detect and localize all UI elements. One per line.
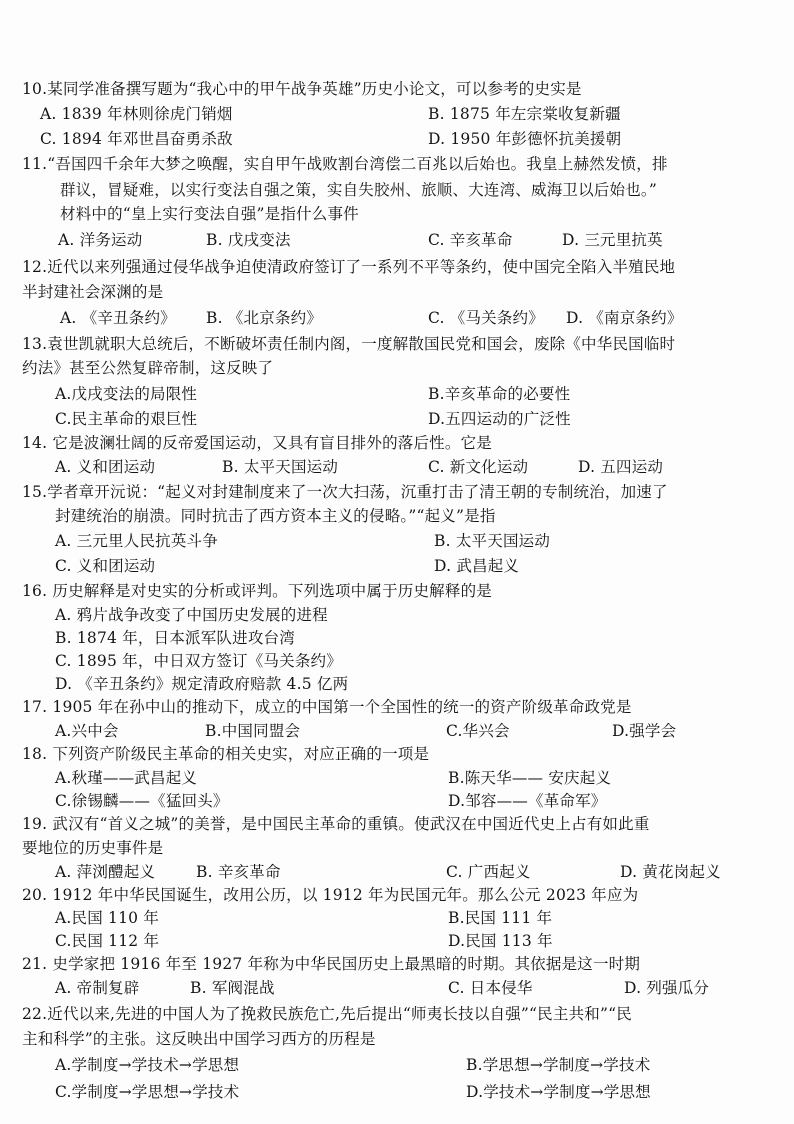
option-c: C.民主革命的艰巨性: [55, 410, 198, 428]
option-b: B.民国 111 年: [448, 909, 553, 927]
option-d: D. 三元里抗英: [562, 231, 663, 249]
option-d: D.强学会: [612, 722, 677, 740]
question-stem-line: 半封建社会深渊的是: [22, 283, 164, 301]
option-c: C.民国 112 年: [55, 932, 160, 950]
option-d: D.五四运动的广泛性: [428, 410, 571, 428]
option-b: B. 1875 年左宗棠收复新疆: [428, 105, 621, 123]
option-a: A. 帝制复辟: [55, 979, 140, 997]
option-b: B. 戊戌变法: [206, 231, 291, 249]
question-stem-line: 12.近代以来列强通过侵华战争迫使清政府签订了一系列不平等条约，使中国完全陷入半殖民地: [22, 258, 676, 276]
option-d: D. 《辛丑条约》规定清政府赔款 4.5 亿两: [55, 675, 349, 693]
option-b: B. 太平天国运动: [222, 458, 339, 476]
option-a: A. 鸦片战争改变了中国历史发展的进程: [55, 606, 328, 624]
option-d: D.邹容——《革命军》: [448, 792, 607, 810]
question-stem-line: 主和科学”的主张。这反映出中国学习西方的历程是: [22, 1030, 376, 1048]
option-c: C. 新文化运动: [428, 458, 529, 476]
option-a: A. 《辛丑条约》: [60, 309, 176, 327]
option-b: B.中国同盟会: [205, 722, 301, 740]
option-b: B. 军阀混战: [190, 979, 275, 997]
option-c: C. 1894 年邓世昌奋勇杀敌: [40, 130, 233, 148]
option-d: D.民国 113 年: [448, 932, 553, 950]
option-a: A.戊戌变法的局限性: [55, 385, 198, 403]
question-stem-line: 21. 史学家把 1916 年至 1927 年称为中华民国历史上最黑暗的时期。其依据是这一时期: [22, 955, 641, 973]
question-stem-line: 封建统治的崩溃。同时抗击了西方资本主义的侵略。”“起义”是指: [55, 507, 496, 525]
option-b: B.辛亥革命的必要性: [428, 385, 571, 403]
option-c: C. 广西起义: [446, 863, 531, 881]
question-stem-line: 11.“吾国四千余年大梦之唤醒，实自甲午战败割台湾偿二百兆以后始也。我皇上赫然发愤，排: [22, 155, 668, 173]
option-c: C. 辛亥革命: [428, 231, 513, 249]
question-stem-line: 材料中的“皇上实行变法自强”是指什么事件: [60, 205, 359, 223]
question-stem-line: 15.学者章开沅说：“起义对封建制度来了一次大扫荡，沉重打击了清王朝的专制统治，加速了: [22, 483, 668, 501]
option-b: B. 辛亥革命: [196, 863, 281, 881]
question-stem-line: 17. 1905 年在孙中山的推动下，成立的中国第一个全国性的统一的资产阶级革命政党是: [22, 698, 632, 716]
option-c: C. 《马关条约》: [428, 309, 544, 327]
option-c: C. 日本侵华: [448, 979, 533, 997]
option-d: D. 五四运动: [578, 458, 664, 476]
option-a: A.兴中会: [55, 722, 119, 740]
option-c: C.学制度→学思想→学技术: [55, 1083, 240, 1101]
option-a: A. 义和团运动: [55, 458, 156, 476]
option-c: C. 义和团运动: [55, 557, 156, 575]
option-a: A.秋瑾——武昌起义: [55, 769, 198, 787]
option-d: D. 黄花岗起义: [620, 863, 721, 881]
option-a: A. 萍浏醴起义: [55, 863, 156, 881]
question-stem-line: 13.袁世凯就职大总统后，不断破坏责任制内阁，一度解散国民党和国会，废除《中华民国临时: [22, 335, 676, 353]
option-d: D.学技术→学制度→学思想: [466, 1083, 651, 1101]
option-b: B. 1874 年，日本派军队进攻台湾: [55, 629, 295, 647]
question-stem-line: 18. 下列资产阶级民主革命的相关史实，对应正确的一项是: [22, 745, 430, 763]
question-stem-line: 20. 1912 年中华民国诞生，改用公历，以 1912 年为民国元年。那么公元 2023 年应为: [22, 886, 639, 904]
option-b: B.陈天华—— 安庆起义: [448, 769, 612, 787]
option-c: C.徐锡麟——《猛回头》: [55, 792, 229, 810]
option-c: C. 1895 年，中日双方签订《马关条约》: [55, 652, 342, 670]
option-b: B. 太平天国运动: [434, 532, 551, 550]
question-stem-line: 16. 历史解释是对史实的分析或评判。下列选项中属于历史解释的是: [22, 582, 492, 600]
option-c: C.华兴会: [446, 722, 510, 740]
option-a: A. 三元里人民抗英斗争: [55, 532, 218, 550]
option-d: D. 《南京条约》: [566, 309, 683, 327]
option-a: A. 洋务运动: [58, 231, 143, 249]
option-d: D. 1950 年彭德怀抗美援朝: [428, 130, 622, 148]
question-stem-line: 10.某同学准备撰写题为“我心中的甲午战争英雄”历史小论文，可以参考的史实是: [22, 80, 582, 98]
option-b: B. 《北京条约》: [206, 309, 323, 327]
question-stem-line: 要地位的历史事件是: [22, 839, 164, 857]
option-d: D. 列强瓜分: [624, 979, 710, 997]
question-stem-line: 14. 它是波澜壮阔的反帝爱国运动，又具有盲目排外的落后性。它是: [22, 434, 492, 452]
option-a: A.学制度→学技术→学思想: [55, 1056, 240, 1074]
question-stem-line: 群议，冒疑难，以实行变法自强之策，实自失胶州、旅顺、大连湾、威海卫以后始也。”: [60, 181, 657, 199]
option-d: D. 武昌起义: [434, 557, 520, 575]
question-stem-line: 约法》甚至公然复辟帝制，这反映了: [22, 359, 274, 377]
option-a: A.民国 110 年: [55, 909, 160, 927]
question-stem-line: 22.近代以来,先进的中国人为了挽救民族危亡,先后提出“师夷长技以自强”“民主共和”“民: [22, 1005, 632, 1023]
option-a: A. 1839 年林则徐虎门销烟: [40, 105, 233, 123]
option-b: B.学思想→学制度→学技术: [466, 1056, 651, 1074]
question-stem-line: 19. 武汉有“首义之城”的美誉，是中国民主革命的重镇。使武汉在中国近代史上占有如此重: [22, 815, 650, 833]
